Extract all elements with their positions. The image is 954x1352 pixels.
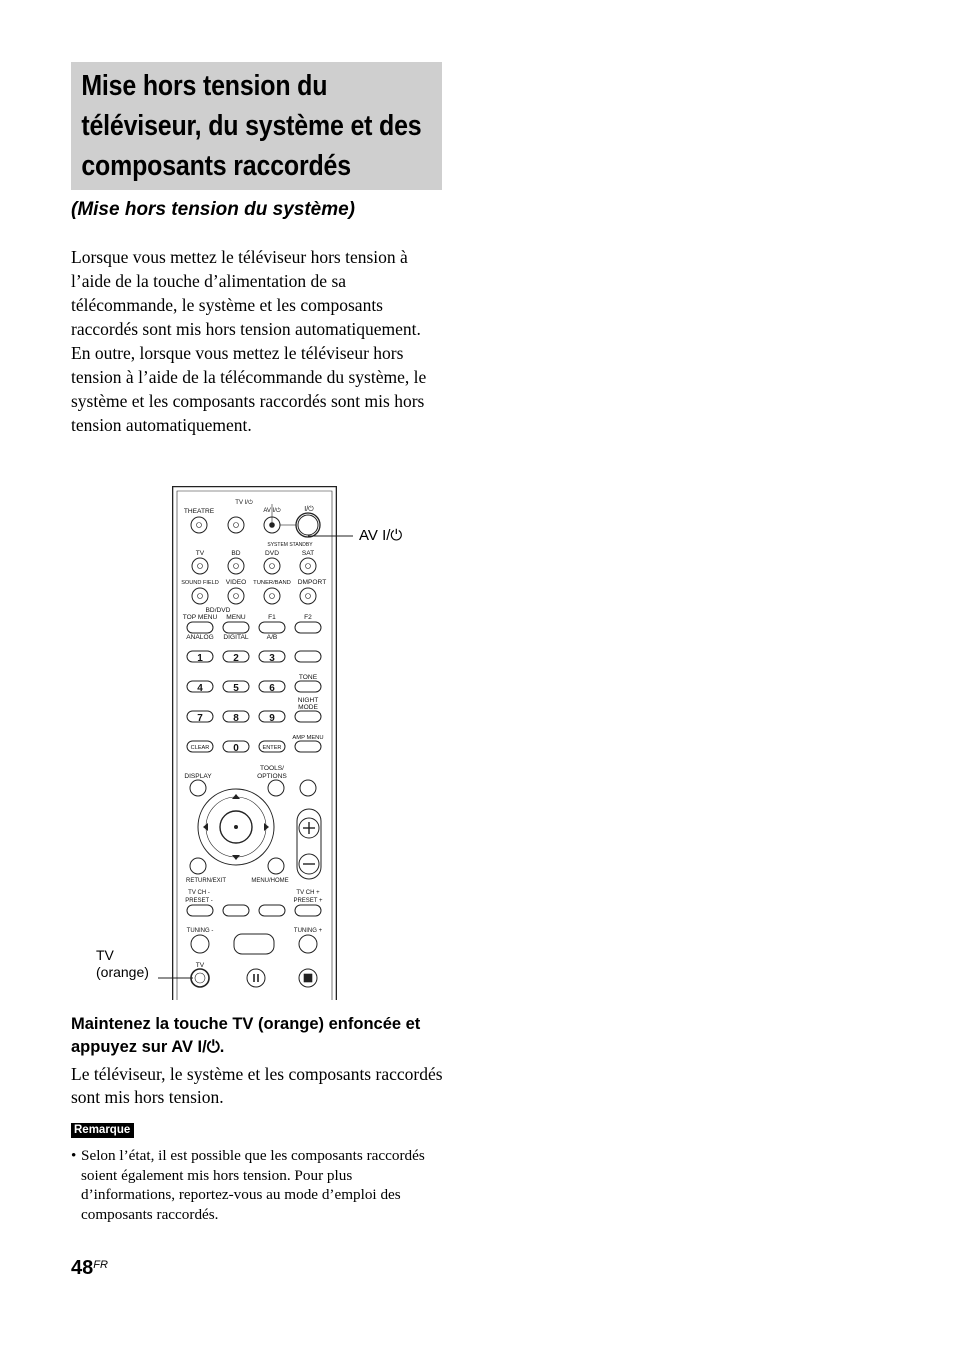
label-tuner-band: TUNER/BAND	[253, 580, 291, 586]
label-options: OPTIONS	[257, 773, 287, 780]
label-preset-minus: PRESET -	[185, 898, 213, 904]
label-menu: MENU	[226, 614, 246, 621]
label-tv-ch-plus: TV CH +	[296, 890, 320, 896]
page-title: Mise hors tension du téléviseur, du système et des composants raccordés	[81, 70, 422, 182]
page-number-suffix: FR	[93, 1259, 108, 1271]
label-tv: TV	[195, 550, 205, 557]
label-power: I/⏻	[304, 506, 314, 513]
label-night: NIGHT	[297, 697, 319, 704]
callout-tv-orange	[96, 947, 149, 981]
label-video: VIDEO	[225, 579, 247, 586]
instruction-body: Le téléviseur, le système et les composants raccordés sont mis hors tension.	[71, 1064, 443, 1107]
note-bullet: •	[71, 1147, 77, 1164]
label-bd: BD	[231, 550, 241, 557]
label-sound-field: SOUND FIELD	[181, 580, 219, 586]
key-1-label: 1	[197, 653, 203, 664]
key-7-label: 7	[197, 713, 203, 724]
callout-tv-line-2: (orange)	[96, 964, 149, 980]
label-theatre: THEATRE	[183, 508, 215, 515]
key-6-label: 6	[269, 683, 275, 694]
label-tv-bottom: TV	[195, 962, 205, 969]
clear-label: CLEAR	[190, 745, 210, 751]
label-dvd: DVD	[265, 550, 279, 557]
key-8-label: 8	[233, 713, 239, 724]
label-av-power: AV I/⏻	[263, 508, 281, 514]
page-number-value: 48	[71, 1257, 94, 1279]
callout-av-power: AV I/⏻	[359, 527, 403, 544]
label-bd-dvd: BD/DVD	[205, 607, 231, 614]
label-tuning-minus: TUNING -	[186, 928, 214, 934]
page-number	[71, 1257, 108, 1280]
label-system-standby: SYSTEM STANDBY	[267, 542, 313, 548]
label-amp-menu: AMP MENU	[292, 735, 324, 741]
label-f1: F1	[268, 614, 276, 621]
note-list	[71, 1146, 449, 1224]
intro-paragraph-1: Lorsque vous mettez le téléviseur hors tension à l’aide de la touche d’alimentation de sa télécommande, le système et les composants raccordés sont mis hors tension automatiquement.	[71, 247, 421, 339]
label-tone: TONE	[298, 674, 318, 681]
label-menu-home: MENU/HOME	[251, 878, 289, 884]
key-3-label: 3	[269, 653, 275, 664]
enter-label: ENTER	[262, 745, 282, 751]
label-tv-ch-minus: TV CH -	[188, 890, 210, 896]
label-dmport: DMPORT	[297, 579, 327, 586]
key-4-label: 4	[197, 683, 203, 694]
instruction-title: Maintenez la touche TV (orange) enfoncée et appuyez sur AV I/⏻.	[71, 1015, 421, 1056]
key-9-label: 9	[269, 713, 275, 724]
callout-tv-line-1: TV	[96, 947, 114, 963]
label-mode: MODE	[298, 704, 318, 711]
label-ab: A/B	[266, 634, 278, 641]
key-0-label: 0	[233, 743, 239, 754]
label-display: DISPLAY	[184, 773, 212, 780]
key-5-label: 5	[233, 683, 239, 694]
label-tuning-plus: TUNING +	[293, 928, 323, 934]
label-analog: ANALOG	[186, 634, 214, 641]
intro-paragraph-2: En outre, lorsque vous mettez le téléviseur hors tension à l’aide de la télécommande du système, le système et les composants raccordés sont mis hors tension automatiquement.	[71, 343, 427, 435]
label-top-menu: TOP MENU	[182, 614, 218, 621]
note-item: Selon l’état, il est possible que les composants raccordés soient également mis hors tension. Pour plus d’informations, reportez-vous au mode d’emploi des composants raccordés.	[81, 1147, 425, 1223]
label-sat: SAT	[301, 550, 315, 557]
label-tv-power: TV I/⏻	[235, 500, 253, 506]
key-2-label: 2	[233, 653, 239, 664]
subtitle: (Mise hors tension du système)	[71, 199, 356, 220]
label-f2: F2	[304, 614, 312, 621]
label-return-exit: RETURN/EXIT	[185, 878, 227, 884]
label-digital: DIGITAL	[223, 634, 249, 641]
label-preset-plus: PRESET +	[293, 898, 323, 904]
label-tools: TOOLS/	[259, 765, 285, 772]
note-badge: Remarque	[71, 1123, 134, 1138]
